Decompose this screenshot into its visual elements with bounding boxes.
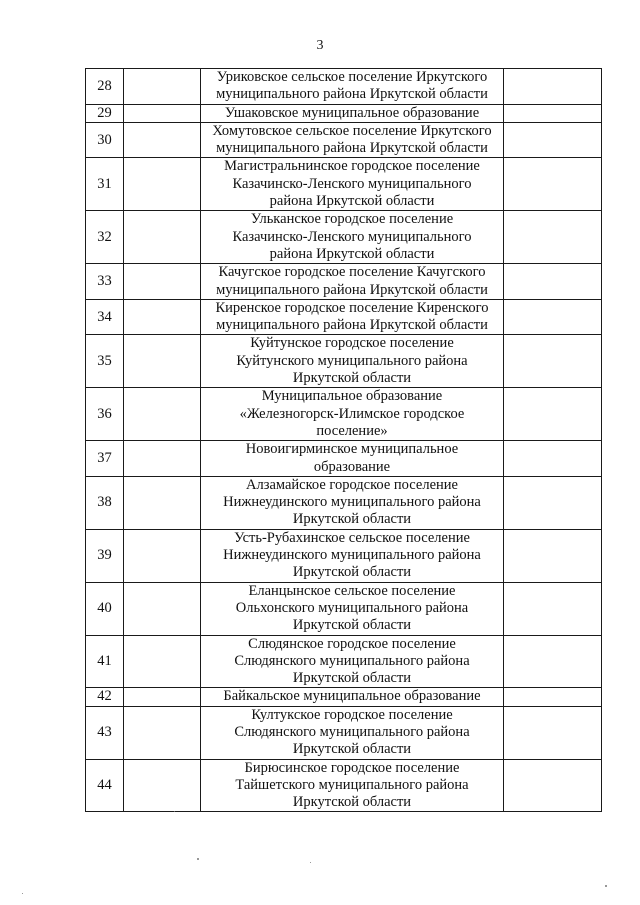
settlement-name-cell [201,104,504,122]
settlement-name: Слюдянское городское поселение Слюдянского муниципального района Иркутской области [234,635,470,687]
settlement-name: Ушаковское муниципальное образование [224,104,480,121]
row-number: 32 [86,211,124,264]
settlement-name-cell [201,635,504,688]
empty-cell [124,211,201,264]
row-number: 28 [86,69,124,105]
settlement-name: Ульканское городское поселение Казачинско-Ленского муниципального района Иркутской области [232,211,472,262]
empty-cell [503,122,601,158]
settlement-name: Бирюсинское городское поселение Тайшетского муниципального района Иркутской области [235,759,469,811]
settlement-name-cell [201,476,504,529]
table-row [86,158,602,211]
row-number: 30 [86,122,124,158]
table-row [86,299,602,335]
empty-cell [124,476,201,529]
settlement-name-cell [201,706,504,759]
table-row [86,122,602,158]
table-row [86,104,602,122]
row-number: 29 [86,104,124,122]
settlement-name: Хомутовское сельское поселение Иркутского муниципального района Иркутской области [212,122,492,157]
empty-cell [503,706,601,759]
settlement-name-cell [201,688,504,706]
settlement-name-cell [201,299,504,335]
empty-cell [503,635,601,688]
row-number: 34 [86,299,124,335]
settlement-name-cell [201,335,504,388]
empty-cell [503,759,601,812]
empty-cell [503,264,601,300]
settlement-name: Алзамайское городское поселение Нижнеудинского муниципального района Иркутской области [223,476,481,528]
empty-cell [503,688,601,706]
settlement-name-cell [201,529,504,582]
table-row [86,635,602,688]
row-number: 31 [86,158,124,211]
empty-cell [503,211,601,264]
empty-cell [124,122,201,158]
empty-cell [124,158,201,211]
scan-speck [174,811,175,812]
settlement-name: Култукское городское поселение Слюдянского муниципального района Иркутской области [234,706,470,758]
scan-speck [197,858,199,860]
page-number: 3 [316,38,324,53]
settlement-name-cell [201,158,504,211]
row-number: 35 [86,335,124,388]
table-row [86,688,602,706]
row-number: 38 [86,476,124,529]
empty-cell [503,299,601,335]
empty-cell [503,582,601,635]
empty-cell [124,759,201,812]
scan-speck [605,885,607,887]
table-row [86,759,602,812]
empty-cell [503,441,601,477]
empty-cell [124,104,201,122]
settlement-name-cell [201,441,504,477]
empty-cell [124,264,201,300]
row-number: 36 [86,388,124,441]
scan-speck [310,862,311,863]
empty-cell [503,104,601,122]
empty-cell [124,388,201,441]
empty-cell [124,529,201,582]
table-row [86,211,602,264]
table-row [86,476,602,529]
settlement-name-cell [201,582,504,635]
empty-cell [124,688,201,706]
table-row [86,69,602,105]
settlement-name: Магистральнинское городское поселение Казачинско-Ленского муниципального района Иркутской области [224,158,480,210]
settlement-name-cell [201,759,504,812]
settlement-name: Киренское городское поселение Киренского муниципального района Иркутской области [215,299,489,334]
empty-cell [124,706,201,759]
table-row [86,706,602,759]
table-row [86,335,602,388]
table-row [86,388,602,441]
settlement-name-cell [201,69,504,105]
empty-cell [124,299,201,335]
empty-cell [503,158,601,211]
row-number: 40 [86,582,124,635]
table-row [86,264,602,300]
table-row [86,441,602,477]
settlement-name-cell [201,122,504,158]
settlements-table [85,68,602,812]
empty-cell [124,335,201,388]
settlements-table-body [86,69,602,812]
empty-cell [124,635,201,688]
settlement-name: Уриковское сельское поселение Иркутского муниципального района Иркутской области [216,69,488,103]
settlement-name-cell [201,211,504,264]
row-number: 39 [86,529,124,582]
empty-cell [503,69,601,105]
row-number: 44 [86,759,124,812]
empty-cell [124,69,201,105]
empty-cell [503,529,601,582]
settlement-name: Байкальское муниципальное образование [223,688,481,705]
settlement-name: Еланцынское сельское поселение Ольхонского муниципального района Иркутской области [235,582,469,634]
table-row [86,529,602,582]
row-number: 42 [86,688,124,706]
empty-cell [124,582,201,635]
settlement-name: Муниципальное образование «Железногорск-Илимское городское поселение» [239,388,465,439]
settlement-name: Новоигирминское муниципальное образование [245,441,459,475]
empty-cell [503,335,601,388]
empty-cell [124,441,201,477]
row-number: 43 [86,706,124,759]
row-number: 33 [86,264,124,300]
settlement-name: Усть-Рубахинское сельское поселение Нижнеудинского муниципального района Иркутской области [223,529,481,581]
settlement-name: Куйтунское городское поселение Куйтунского муниципального района Иркутской области [236,335,468,387]
row-number: 37 [86,441,124,477]
settlement-name-cell [201,264,504,300]
empty-cell [503,476,601,529]
row-number: 41 [86,635,124,688]
scan-speck [22,893,23,894]
empty-cell [503,388,601,441]
table-row [86,582,602,635]
settlement-name: Качугское городское поселение Качугского муниципального района Иркутской области [216,264,488,298]
settlement-name-cell [201,388,504,441]
